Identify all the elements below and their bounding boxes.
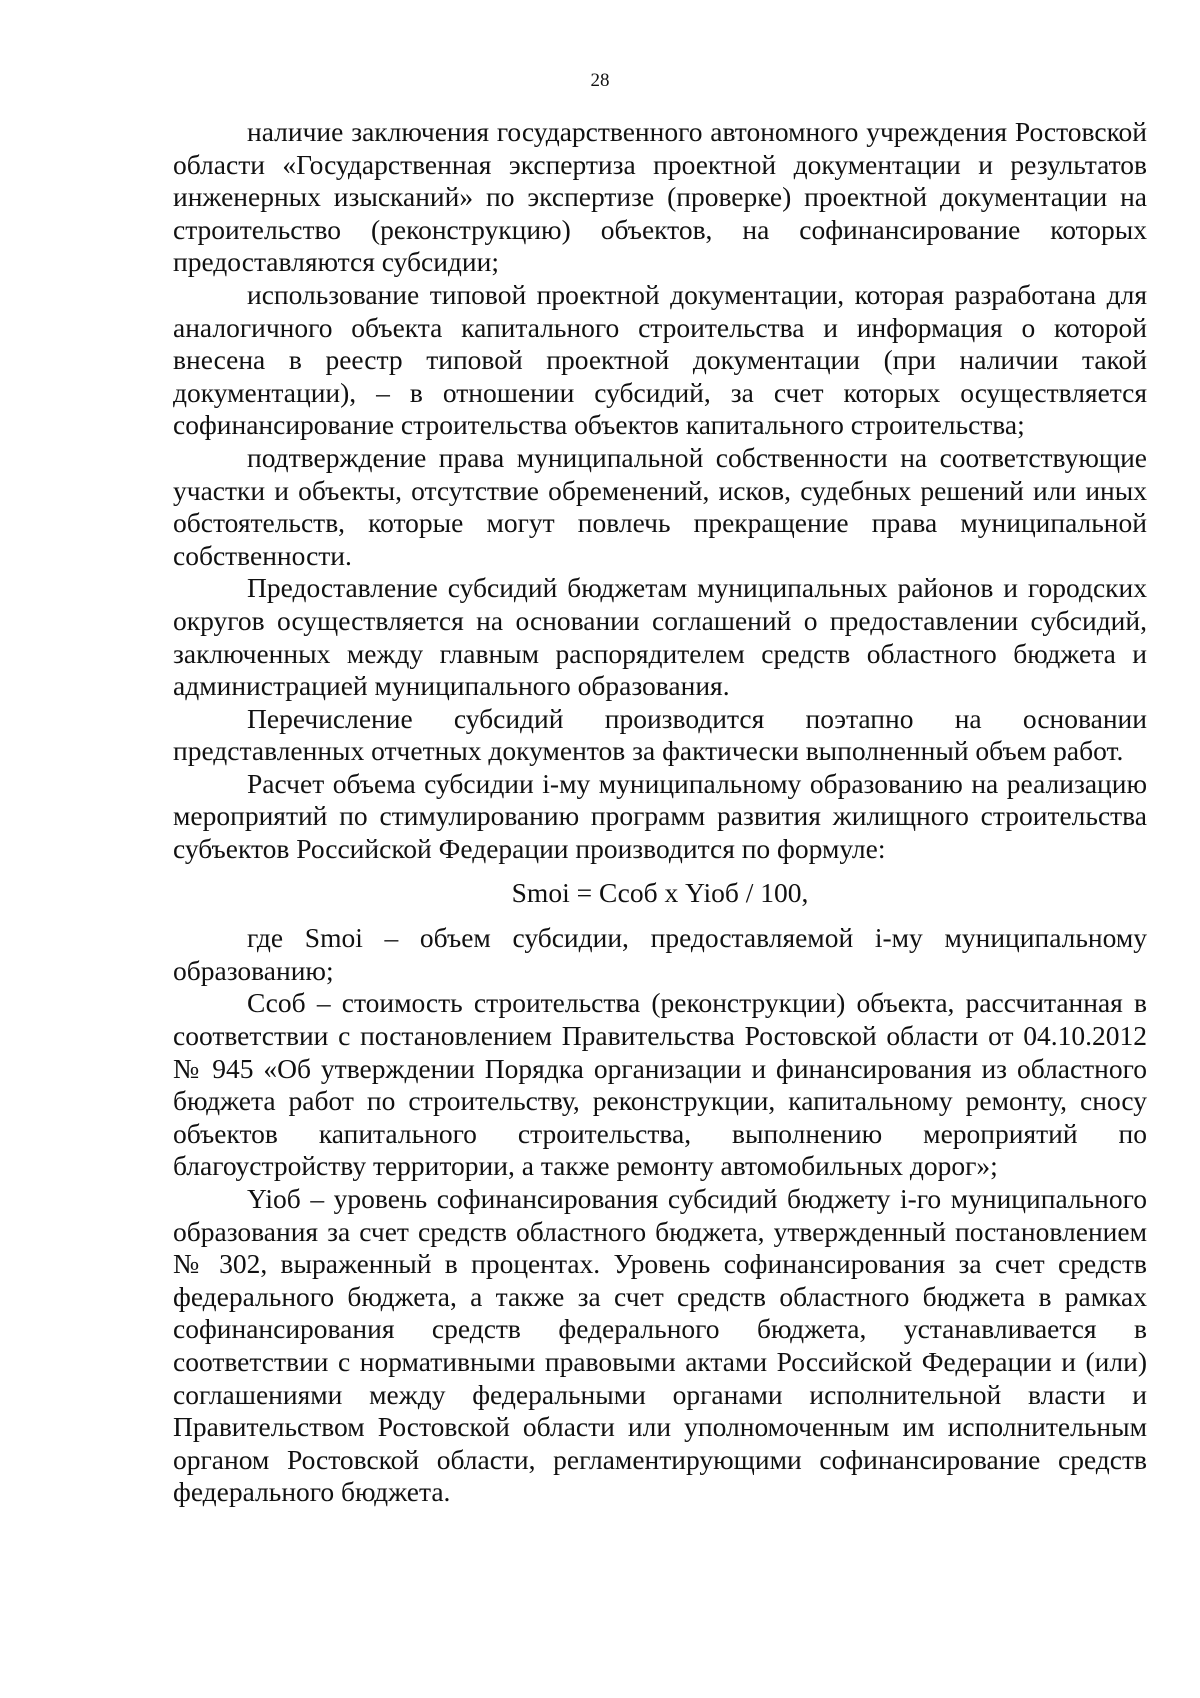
paragraph-ssob-definition: Ссоб – стоимость строительства (реконструкции) объекта, рассчитанная в соответствии с постановлением Правительства Ростовской области от 04.10.2012 № 945 «Об утверждении Порядка организации и финансирования из областного бюджета работ по строительству, реконструкции, капитальному ремонту, сносу объектов капитального строительства, выполнению мероприятий по благоустройству территории, а также ремонту автомобильных дорог»; bbox=[173, 987, 1147, 1182]
document-body bbox=[173, 116, 1147, 1509]
paragraph-calculation-intro: Расчет объема субсидии i-му муниципальному образованию на реализацию мероприятий по стимулированию программ развития жилищного строительства субъектов Российской Федерации производится по формуле: bbox=[173, 767, 1147, 865]
page-number: 28 bbox=[590, 70, 610, 91]
paragraph-subsidy-transfer: Перечисление субсидий производится поэтапно на основании представленных отчетных документов за фактически выполненный объем работ. bbox=[173, 702, 1147, 767]
paragraph-subsidy-agreements: Предоставление субсидий бюджетам муниципальных районов и городских округов осуществляется на основании соглашений о предоставлении субсидий, заключенных между главным распорядителем средств областного бюджета и администрацией муниципального образования. bbox=[173, 572, 1147, 702]
paragraph-property-rights: подтверждение права муниципальной собственности на соответствующие участки и объекты, отсутствие обременений, исков, судебных решений или иных обстоятельств, которые могут повлечь прекращение права муниципальной собственности. bbox=[173, 441, 1147, 571]
paragraph-typical-documentation: использование типовой проектной документации, которая разработана для аналогичного объекта капитального строительства и информация о которой внесена в реестр типовой проектной документации (при наличии такой документации), – в отношении субсидий, за счет которых осуществляется софинансирование строительства объектов капитального строительства; bbox=[173, 278, 1147, 441]
paragraph-smoi-definition: где Smoi – объем субсидии, предоставляемой i-му муниципальному образованию; bbox=[173, 922, 1147, 986]
subsidy-formula: Smoi = Ссоб х Yioб / 100, bbox=[511, 876, 809, 908]
paragraph-expertise-conclusion: наличие заключения государственного автономного учреждения Ростовской области «Государственная экспертиза проектной документации и результатов инженерных изысканий» по экспертизе (проверке) проектной документации на строительство (реконструкцию) объектов, на софинансирование которых предоставляются субсидии; bbox=[173, 116, 1147, 278]
paragraph-yiob-definition: Yioб – уровень софинансирования субсидий бюджету i-го муниципального образования за счет средств областного бюджета, утвержденный постановлением № 302, выраженный в процентах. Уровень софинансирования за счет средств федерального бюджета, а также за счет средств областного бюджета в рамках софинансирования средств федерального бюджета, устанавливается в соответствии с нормативными правовыми актами Российской Федерации и (или) соглашениями между федеральными органами исполнительной власти и Правительством Ростовской области или уполномоченным им исполнительным органом Ростовской области, регламентирующими софинансирование средств федерального бюджета. bbox=[173, 1183, 1147, 1508]
